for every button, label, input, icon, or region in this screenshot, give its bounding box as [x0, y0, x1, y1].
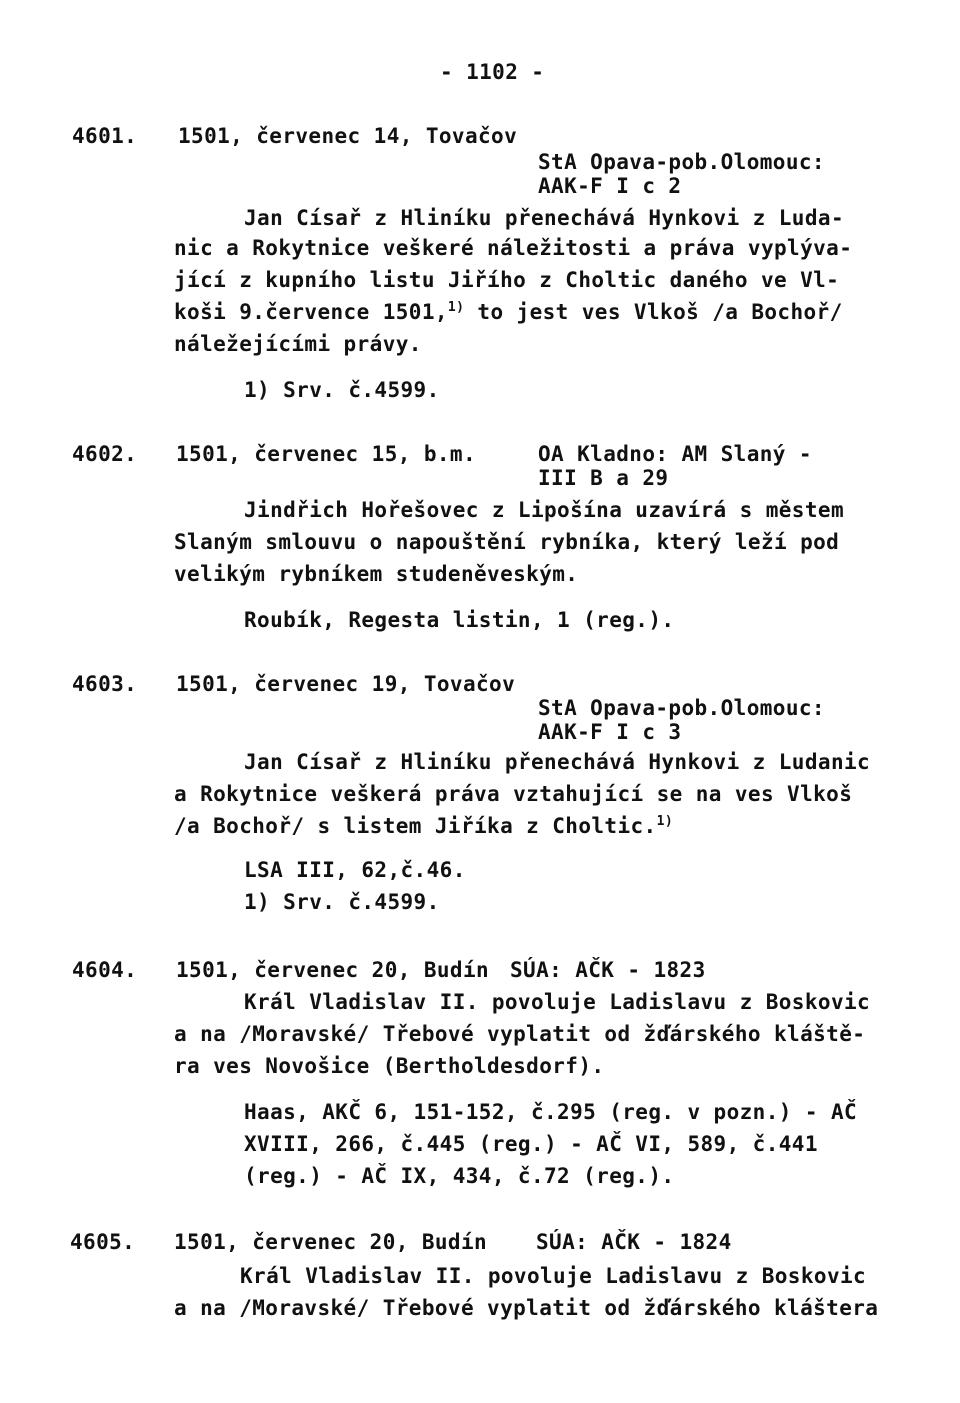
entry-body-line: náležejícími právy. — [174, 332, 422, 356]
entry-body-line: ra ves Novošice (Bertholdesdorf). — [174, 1054, 605, 1078]
archive-ref-line: StA Opava-pob.Olomouc: — [538, 696, 825, 720]
archive-ref-line: OA Kladno: AM Slaný - — [538, 442, 812, 466]
footnote: 1) Srv. č.4599. — [244, 890, 440, 914]
entry-body-line: Jan Císař z Hliníku přenechává Hynkovi z Luda- — [244, 206, 844, 230]
entry-body-line: Král Vladislav II. povoluje Ladislavu z Boskovic — [244, 990, 871, 1014]
entry-body-line: Král Vladislav II. povoluje Ladislavu z Boskovic — [240, 1264, 867, 1288]
archive-ref-line: III B a 29 — [538, 466, 669, 490]
entry-body-line: jící z kupního listu Jiřího z Choltic daného ve Vl- — [174, 268, 840, 292]
bibliography: (reg.) - AČ IX, 434, č.72 (reg.). — [244, 1164, 675, 1188]
entry-number: 4603. — [72, 672, 138, 696]
entry-body-line — [174, 296, 843, 328]
archive-ref-line: SÚA: AČK - 1824 — [536, 1230, 732, 1254]
entry-body-line — [174, 810, 673, 842]
body-text: to jest ves Vlkoš /a Bochoř/ — [464, 300, 843, 324]
bibliography: Roubík, Regesta listin, 1 (reg.). — [244, 608, 675, 632]
archive-ref-line: AAK-F I c 2 — [538, 174, 682, 198]
entry-body-line: Jindřich Hořešovec z Lipošína uzavírá s městem — [244, 498, 844, 522]
entry-header: 1501, červenec 20, Budín — [174, 1230, 488, 1254]
entry-header: 1501, červenec 14, Tovačov — [178, 124, 518, 148]
archive-ref-line: StA Opava-pob.Olomouc: — [538, 150, 825, 174]
entry-number: 4605. — [70, 1230, 136, 1254]
footnote-marker: 1) — [656, 814, 674, 829]
page-number: - 1102 - — [440, 60, 545, 84]
entry-body-line: a na /Moravské/ Třebové vyplatit od žďárského kláštera — [174, 1296, 879, 1320]
footnote: 1) Srv. č.4599. — [244, 378, 440, 402]
body-text: koši 9.července 1501, — [174, 300, 448, 324]
entry-body-line: a Rokytnice veškerá práva vztahující se na ves Vlkoš — [174, 782, 853, 806]
bibliography: Haas, AKČ 6, 151-152, č.295 (reg. v pozn.) - AČ — [244, 1100, 858, 1124]
entry-number: 4602. — [72, 442, 138, 466]
entry-body-line: velikým rybníkem studeněveským. — [174, 562, 579, 586]
entry-body-line: nic a Rokytnice veškeré náležitosti a práva vyplýva- — [174, 236, 853, 260]
entry-header: 1501, červenec 19, Tovačov — [176, 672, 516, 696]
footnote-marker: 1) — [447, 300, 465, 315]
entry-number: 4601. — [72, 124, 138, 148]
entry-header: 1501, červenec 20, Budín — [176, 958, 490, 982]
entry-header: 1501, červenec 15, b.m. — [176, 442, 476, 466]
entry-number: 4604. — [72, 958, 138, 982]
archive-ref-line: AAK-F I c 3 — [538, 720, 682, 744]
bibliography: LSA III, 62,č.46. — [244, 858, 466, 882]
entry-body-line: a na /Moravské/ Třebové vyplatit od žďárského kláště- — [174, 1022, 866, 1046]
archive-ref-line: SÚA: AČK - 1823 — [510, 958, 706, 982]
bibliography: XVIII, 266, č.445 (reg.) - AČ VI, 589, č.441 — [244, 1132, 818, 1156]
entry-body-line: Jan Císař z Hliníku přenechává Hynkovi z Ludanic — [244, 750, 871, 774]
body-text: /a Bochoř/ s listem Jiříka z Choltic. — [174, 814, 657, 838]
entry-body-line: Slaným smlouvu o napouštění rybníka, který leží pod — [174, 530, 840, 554]
